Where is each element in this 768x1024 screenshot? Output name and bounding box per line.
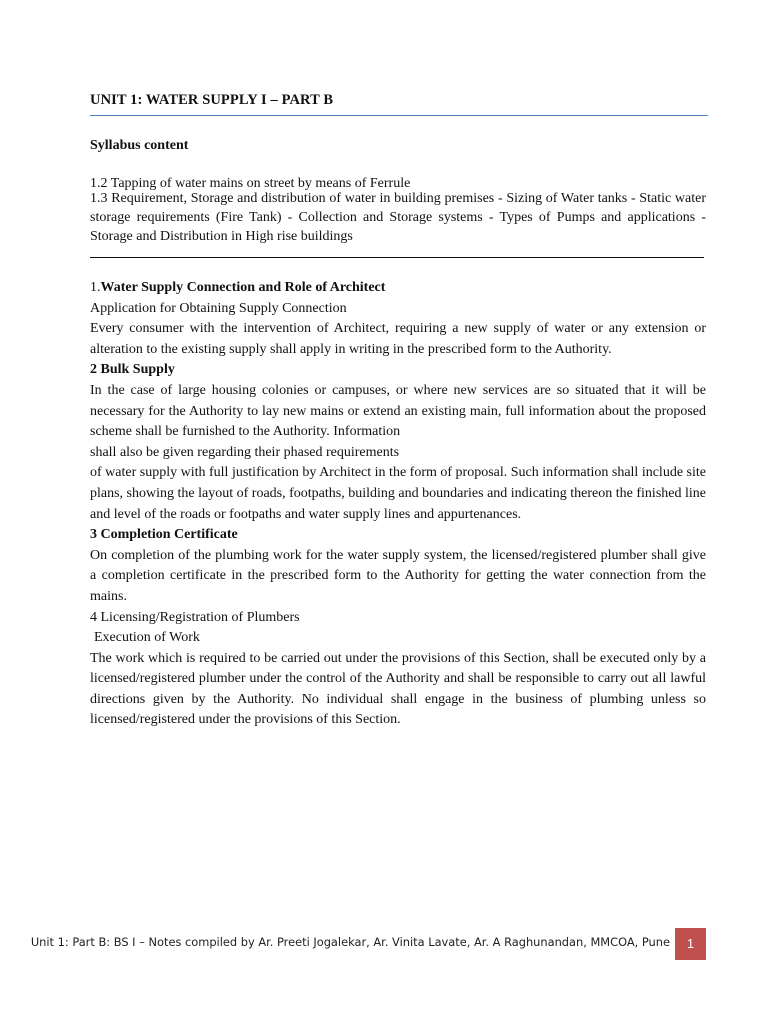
section-1-paragraph: Every consumer with the intervention of Architect, requiring a new supply of water or any extension or alteration to the existing supply shall apply in writing in the prescribed form to the Authority. bbox=[90, 321, 706, 357]
syllabus-item-1-3: 1.3 Requirement, Storage and distribution of water in building premises - Sizing of Water tanks - Static water storage requirements (Fire Tank) - Collection and Storage systems - Types of Pumps and applications - Storage and Distribution in High rise buildings bbox=[90, 191, 706, 244]
section-2-heading: 2 Bulk Supply bbox=[90, 362, 175, 378]
section-3-paragraph: On completion of the plumbing work for the water supply system, the licensed/registered plumber shall give a completion certificate in the prescribed form to the Authority for getting the water connection from the mains. bbox=[90, 547, 706, 604]
section-1-number: 1. bbox=[90, 280, 101, 295]
section-2-paragraph-b: shall also be given regarding their phased requirements bbox=[90, 444, 400, 460]
section-2-paragraph-c: of water supply with full justification by Architect in the form of proposal. Such information shall include site plans, showing the layout of roads, footpaths, building and boundaries and indicating thereon the finished line and level of the roads or footpaths and water supply lines and appurtenances. bbox=[90, 465, 706, 522]
page-number-badge: 1 bbox=[675, 928, 706, 960]
section-3-heading: 3 Completion Certificate bbox=[90, 527, 238, 543]
section-4-paragraph: The work which is required to be carried out under the provisions of this Section, shall be executed only by a licensed/registered plumber under the control of the Authority and shall be responsible to carry out all lawful directions given by the Authority. No individual shall engage in the business of plumbing unless so licensed/registered under the provisions of this Section. bbox=[90, 650, 706, 728]
section-2-paragraph-a: In the case of large housing colonies or campuses, or where new services are so situated that it will be necessary for the Authority to lay new mains or extend an existing main, full information about the proposed scheme shall be furnished to the Authority. Information bbox=[90, 382, 706, 440]
syllabus-heading: Syllabus content bbox=[90, 138, 189, 153]
page-title: UNIT 1: WATER SUPPLY I – PART B bbox=[90, 92, 334, 108]
section-divider bbox=[90, 257, 704, 258]
section-1-heading bbox=[90, 278, 706, 299]
section-4-subheading: Execution of Work bbox=[94, 630, 200, 646]
syllabus-item-1-2: 1.2 Tapping of water mains on street by means of Ferrule bbox=[90, 176, 411, 191]
page-footer bbox=[0, 928, 768, 960]
title-underline bbox=[90, 115, 708, 116]
section-1-subheading: Application for Obtaining Supply Connection bbox=[90, 300, 347, 316]
section-1-title: Water Supply Connection and Role of Architect bbox=[100, 280, 386, 295]
section-4-heading: 4 Licensing/Registration of Plumbers bbox=[90, 609, 300, 625]
document-body bbox=[90, 278, 706, 731]
footer-credits: Unit 1: Part B: BS I – Notes compiled by Ar. Preeti Jogalekar, Ar. Vinita Lavate, Ar. A Raghunandan, MMCOA, Pune bbox=[30, 935, 670, 949]
